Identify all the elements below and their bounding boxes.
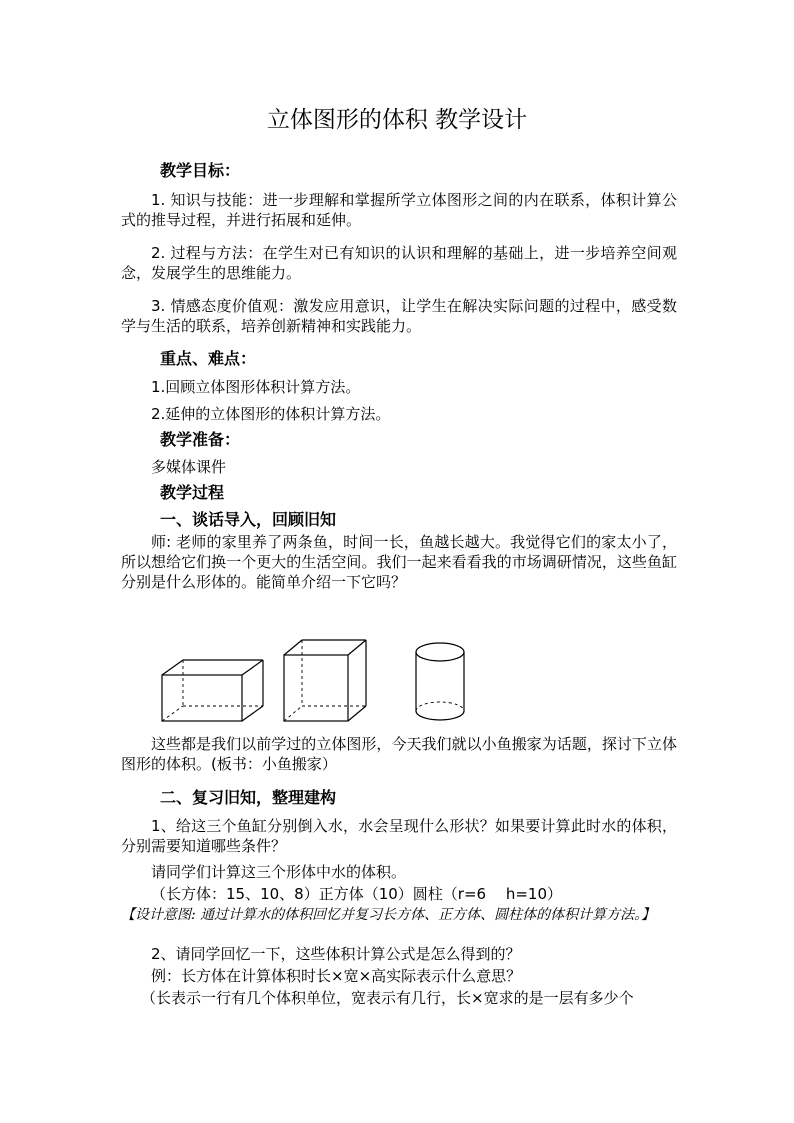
key-point-item-2: 2.延伸的立体图形的体积计算方法。 bbox=[151, 405, 391, 423]
section2-paragraph-3: （长方体：15、10、8）正方体（10）圆柱（r=6 h=10） bbox=[151, 885, 563, 903]
cuboid-figure bbox=[162, 660, 263, 721]
section1-paragraph-2: 这些都是我们以前学过的立体图形，今天我们就以小鱼搬家为话题，探讨下立体图形的体积。(板书：小鱼搬家） bbox=[121, 735, 677, 773]
objective-item-3: 3. 情感态度价值观：激发应用意识，让学生在解决实际问题的过程中，感受数学与生活的联系，培养创新精神和实践能力。 bbox=[121, 297, 677, 335]
section2-paragraph-1: 1、给这三个鱼缸分别倒入水，水会呈现什么形状？如果要计算此时水的体积，分别需要知道哪些条件？ bbox=[121, 817, 677, 855]
solid-figures-illustration bbox=[150, 630, 550, 730]
section2-paragraph-6: （长表示一行有几个体积单位，宽表示有几行，长×宽求的是一层有多少个 bbox=[141, 989, 634, 1007]
preparation-heading: 教学准备： bbox=[160, 430, 241, 449]
cylinder-figure bbox=[416, 643, 464, 720]
section2-paragraph-5: 例：长方体在计算体积时长×宽×高实际表示什么意思？ bbox=[151, 967, 522, 985]
preparation-text: 多媒体课件 bbox=[151, 458, 227, 476]
objective-item-1: 1. 知识与技能：进一步理解和掌握所学立体图形之间的内在联系，体积计算公式的推导过程，并进行拓展和延伸。 bbox=[121, 191, 677, 229]
process-heading: 教学过程 bbox=[160, 483, 225, 502]
objective-item-2: 2. 过程与方法：在学生对已有知识的认识和理解的基础上，进一步培养空间观念，发展学生的思维能力。 bbox=[121, 244, 677, 282]
objectives-heading: 教学目标： bbox=[160, 161, 241, 180]
key-point-item-1: 1.回顾立体图形体积计算方法。 bbox=[151, 378, 361, 396]
section1-heading: 一、谈话导入，回顾旧知 bbox=[160, 510, 337, 529]
section2-paragraph-4: 2、请同学回忆一下，这些体积计算公式是怎么得到的？ bbox=[151, 945, 521, 963]
section2-heading: 二、复习旧知，整理建构 bbox=[160, 788, 337, 807]
section2-paragraph-2: 请同学们计算这三个形体中水的体积。 bbox=[151, 863, 407, 881]
key-points-heading: 重点、难点： bbox=[160, 349, 257, 368]
design-intent-note: 【设计意图: 通过计算水的体积回忆并复习长方体、正方体、圆柱体的体积计算方法。】 bbox=[121, 907, 656, 923]
cube-figure bbox=[284, 640, 366, 721]
section1-paragraph-1: 师: 老师的家里养了两条鱼，时间一长，鱼越长越大。我觉得它们的家太小了，所以想给它们换一个更大的生活空间。我们一起来看看我的市场调研情况，这些鱼缸分别是什么形体的。能简单介绍一下它吗？ bbox=[121, 533, 677, 591]
page-title: 立体图形的体积 教学设计 bbox=[266, 107, 528, 133]
